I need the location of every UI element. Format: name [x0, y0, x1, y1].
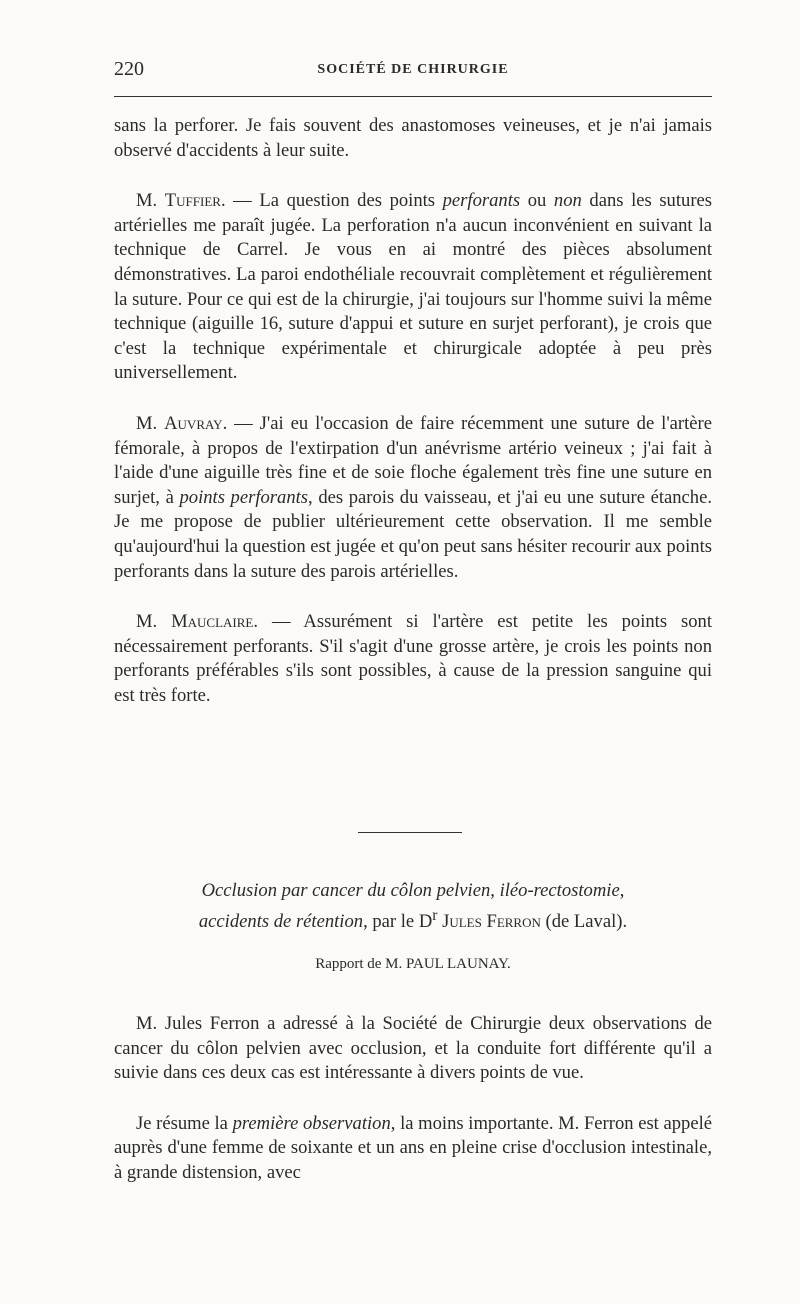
header-rule: [114, 96, 712, 97]
author-name: Jules Ferron: [442, 911, 541, 933]
discussion-text: [114, 114, 712, 708]
section-separator: [358, 832, 462, 833]
speaker-name: Auvray: [164, 412, 223, 434]
article-title: Occlusion par cancer du côlon pelvien, iléo-rectostomie, accidents de rétention, par le $D^r$ Jules Ferron (de Laval).: [198, 880, 628, 933]
paragraph-first-observation: Je résume la première observation, la moins importante. M. Ferron est appelé auprès d'une femme de soixante et un ans en pleine crise d'occlusion intestinale, à grande distension, avec: [114, 1112, 713, 1183]
page-header: [114, 58, 712, 86]
paragraph-report-intro: M. Jules Ferron a adressé à la Société de Chirurgie deux observations de cancer du côlon pelvien avec occlusion, et la conduite fort différente qu'il a suivie dans ces deux cas est intéressante à divers points de vue.: [114, 1013, 712, 1084]
paragraph-auvray: M. Auvray. — J'ai eu l'occasion de faire récemment une suture de l'artère fémorale, à propos de l'extirpation d'un anévrisme artério veineux ; j'ai fait à l'aide d'une aiguille très fine et de soie floche également très fine une suture en surjet, à points perforants, des parois du vaisseau, et j'ai eu une suture étanche. Je me propose de publier ultérieurement cette observation. Il me semble qu'aujourd'hui la question est jugée et qu'on peut sans hésiter recourir aux points perforants dans la suture des parois artérielles.: [114, 412, 713, 582]
report-text: [114, 1012, 712, 1186]
running-head: SOCIÉTÉ DE CHIRURGIE: [317, 62, 509, 77]
page-number: 220: [114, 58, 144, 80]
paragraph-tuffier: M. Tuffier. — La question des points perforants ou non dans les sutures artérielles me paraît jugée. La perforation n'a aucun inconvénient en suivant la technique de Carrel. Je vous en ai montré des pièces absolument démonstratives. La paroi endothéliale recouvrait complètement et régulièrement la suture. Pour ce qui est de la chirurgie, j'ai toujours sur l'homme suivi la même technique (aiguille 16, suture d'appui et suture en surjet perforant), je crois que c'est la technique expérimentale et chirurgicale adoptée à peu près universellement.: [114, 190, 712, 384]
speaker-name: Mauclaire: [171, 611, 254, 633]
speaker-name: Tuffier: [164, 190, 221, 212]
paragraph-mauclaire: M. Mauclaire. — Assurément si l'artère est petite les points sont nécessairement perforants. S'il s'agit d'une grosse artère, je crois les points non perforants préférables s'ils sont possibles, à cause de la pression sanguine qui est très forte.: [114, 611, 712, 706]
report-attribution: Rapport de M. PAUL LAUNAY.: [315, 956, 511, 972]
paragraph-continuation: sans la perforer. Je fais souvent des anastomoses veineuses, et je n'ai jamais observé d'accidents à leur suite.: [114, 115, 712, 161]
